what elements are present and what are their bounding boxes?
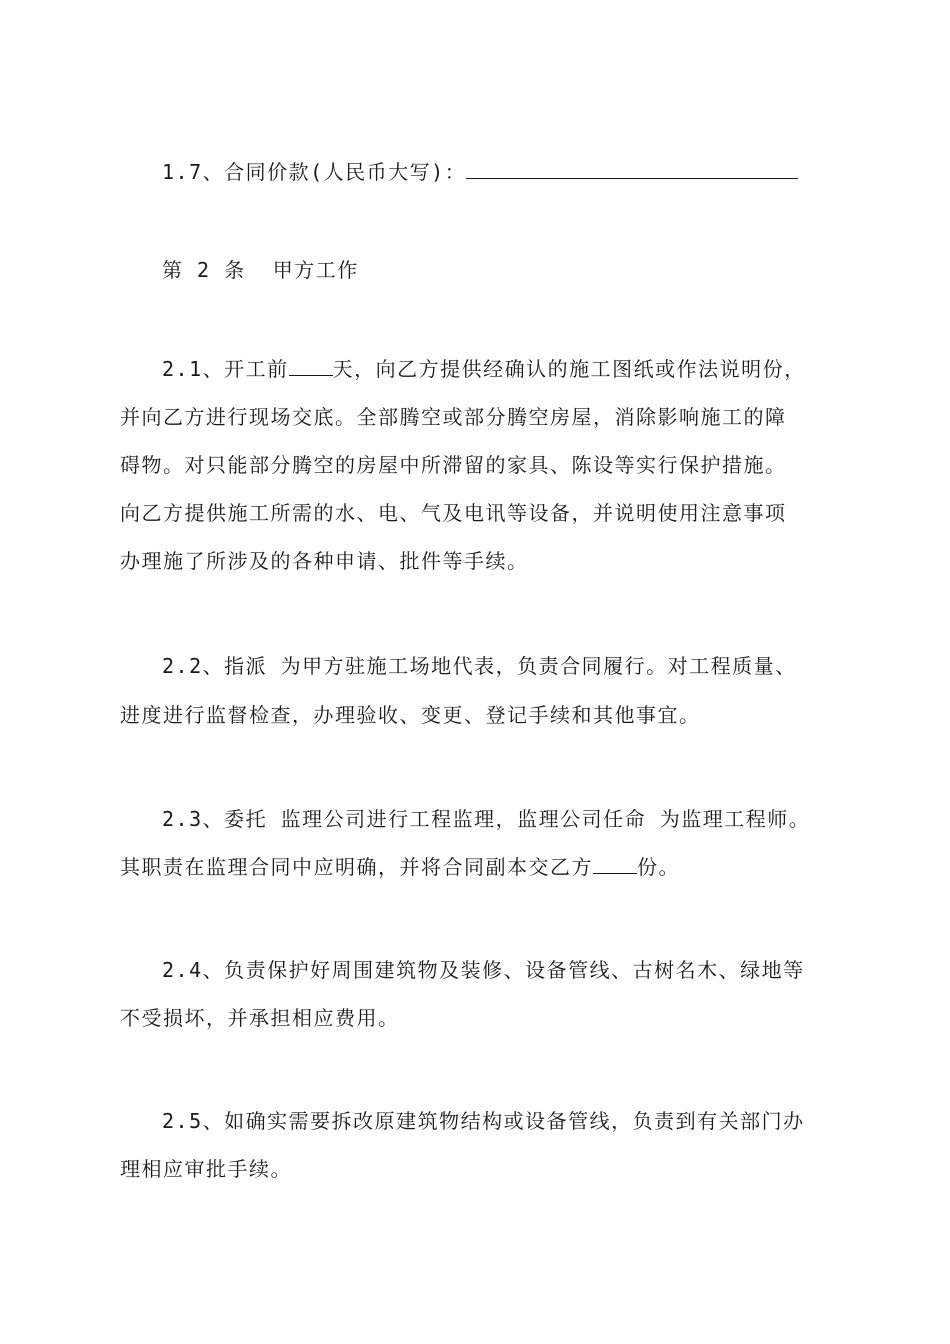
clause-2-5-line-2: 理相应审批手续。 <box>120 1157 292 1181</box>
clause-2-1-line-1-a: 2.1、开工前 <box>162 357 289 381</box>
article-2-heading: 第 2 条 甲方工作 <box>162 258 359 282</box>
clause-2-3-line-2-a: 其职责在监理合同中应明确，并将合同副本交乙方 <box>120 855 593 879</box>
clause-2-3-line-2 <box>120 853 840 881</box>
contract-price-blank <box>466 160 798 179</box>
clause-2-3-line-1: 2.3、委托 监理公司进行工程监理，监理公司任命 为监理工程师。 <box>162 807 811 831</box>
clause-1-7 <box>162 158 842 186</box>
clause-2-3-line-2-b: 份。 <box>637 855 680 879</box>
clause-2-5-line-1: 2.5、如确实需要拆改原建筑物结构或设备管线，负责到有关部门办 <box>162 1109 805 1133</box>
clause-2-1-line-3: 碍物。对只能部分腾空的房屋中所滞留的家具、陈设等实行保护措施。 <box>120 453 787 477</box>
clause-2-4-line-1: 2.4、负责保护好周围建筑物及装修、设备管线、古树名木、绿地等 <box>162 958 805 982</box>
clause-2-1-line-1-b: 天，向乙方提供经确认的施工图纸或作法说明份， <box>332 357 806 381</box>
clause-2-2-line-2: 进度进行监督检查，办理验收、变更、登记手续和其他事宜。 <box>120 703 701 727</box>
clause-2-1-line-5: 办理施了所涉及的各种申请、批件等手续。 <box>120 549 529 573</box>
clause-2-1-line-2: 并向乙方进行现场交底。全部腾空或部分腾空房屋，消除影响施工的障 <box>120 405 787 429</box>
clause-2-1-line-4: 向乙方提供施工所需的水、电、气及电讯等设备，并说明使用注意事项 <box>120 501 787 525</box>
days-blank <box>289 357 333 376</box>
copies-blank <box>593 855 637 874</box>
clause-2-4-line-2: 不受损坏，并承担相应费用。 <box>120 1006 400 1030</box>
clause-2-2-line-1: 2.2、指派 为甲方驻施工场地代表，负责合同履行。对工程质量、 <box>162 654 797 678</box>
clause-2-1-line-1 <box>162 355 842 383</box>
clause-1-7-text: 1.7、合同价款(人民币大写)： <box>162 160 467 184</box>
